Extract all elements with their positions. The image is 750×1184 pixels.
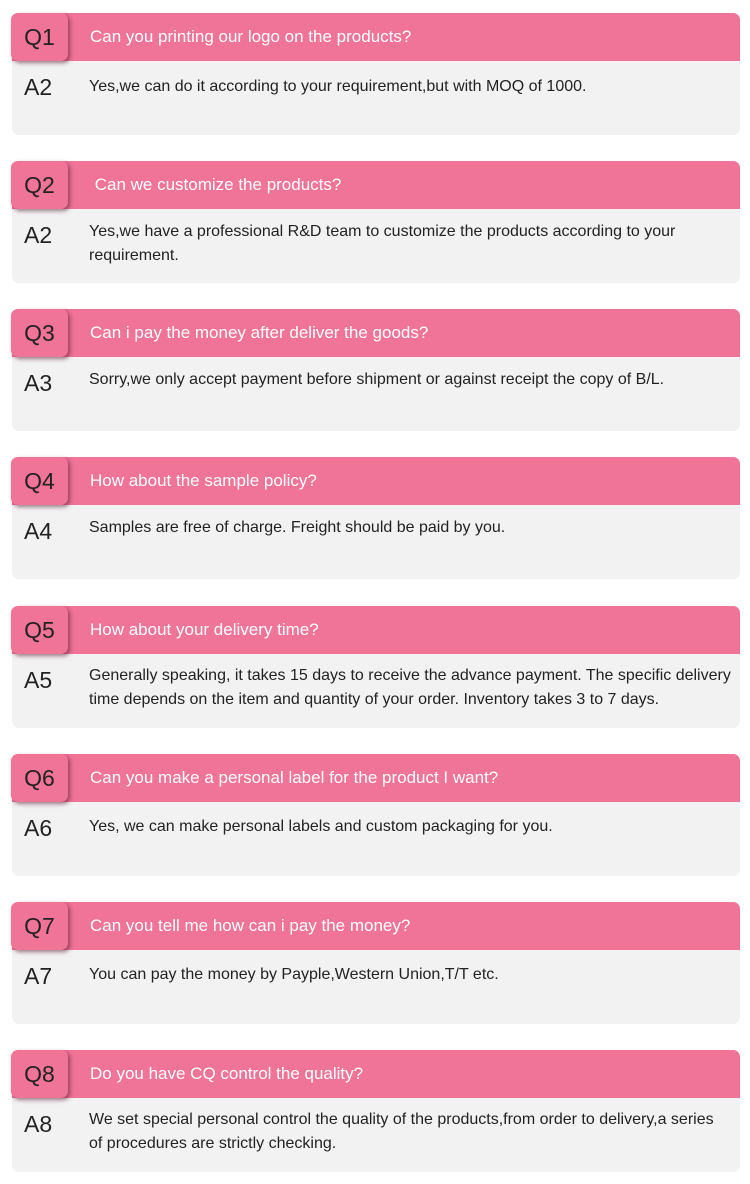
answer-label: A7 (24, 963, 53, 989)
question-text: How about your delivery time? (90, 620, 319, 639)
question-number-tab: Q7 (11, 902, 68, 950)
question-text: Can you printing our logo on the products? (90, 27, 412, 46)
answer-label: A6 (24, 815, 53, 841)
answer-label: A2 (24, 74, 53, 100)
question-bar (12, 1050, 740, 1098)
question-bar (12, 754, 740, 802)
faq-item-1 (12, 13, 740, 135)
question-text: Can you tell me how can i pay the money? (90, 916, 411, 935)
faq-item-4 (12, 457, 740, 579)
answer-text: Yes, we can make personal labels and custom packaging for you. (89, 818, 553, 835)
faq-item-3 (12, 309, 740, 431)
question-text: Can we customize the products? (90, 175, 342, 194)
answer-text: Generally speaking, it takes 15 days to receive the advance payment. The specific delivery time depends on the item and quantity of your order. Inventory takes 3 to 7 days. (89, 667, 731, 708)
question-number-tab: Q3 (11, 309, 68, 357)
faq-item-2 (12, 161, 740, 283)
faq-item-8 (12, 1050, 740, 1172)
question-bar (12, 902, 740, 950)
answer-text: Sorry,we only accept payment before shipment or against receipt the copy of B/L. (89, 371, 665, 388)
question-text: Can i pay the money after deliver the goods? (90, 323, 429, 342)
question-number-tab: Q2 (11, 161, 68, 209)
question-number-tab: Q8 (11, 1050, 68, 1098)
question-bar (12, 309, 740, 357)
question-text: Can you make a personal label for the product I want? (90, 768, 499, 787)
question-bar (12, 161, 740, 209)
answer-text: Samples are free of charge. Freight should be paid by you. (89, 519, 506, 536)
faq-item-6 (12, 754, 740, 876)
answer-label: A8 (24, 1111, 53, 1137)
answer-text: We set special personal control the quality of the products,from order to delivery,a series of procedures are strictly checking. (89, 1111, 714, 1152)
question-text: Do you have CQ control the quality? (90, 1064, 364, 1083)
answer-text: Yes,we can do it according to your requirement,but with MOQ of 1000. (89, 78, 587, 95)
question-bar (12, 606, 740, 654)
answer-label: A2 (24, 222, 53, 248)
answer-text: You can pay the money by Payple,Western Union,T/T etc. (89, 966, 499, 983)
question-text: How about the sample policy? (90, 471, 317, 490)
faq-item-7 (12, 902, 740, 1024)
answer-label: A5 (24, 667, 53, 693)
question-bar (12, 457, 740, 505)
answer-label: A3 (24, 370, 53, 396)
question-number-tab: Q1 (11, 13, 68, 61)
question-number-tab: Q4 (11, 457, 68, 505)
answer-text: Yes,we have a professional R&D team to customize the products according to your requirement. (89, 223, 676, 264)
answer-label: A4 (24, 518, 53, 544)
question-bar (12, 13, 740, 61)
question-number-tab: Q5 (11, 606, 68, 654)
faq-item-5 (12, 606, 740, 728)
question-number-tab: Q6 (11, 754, 68, 802)
